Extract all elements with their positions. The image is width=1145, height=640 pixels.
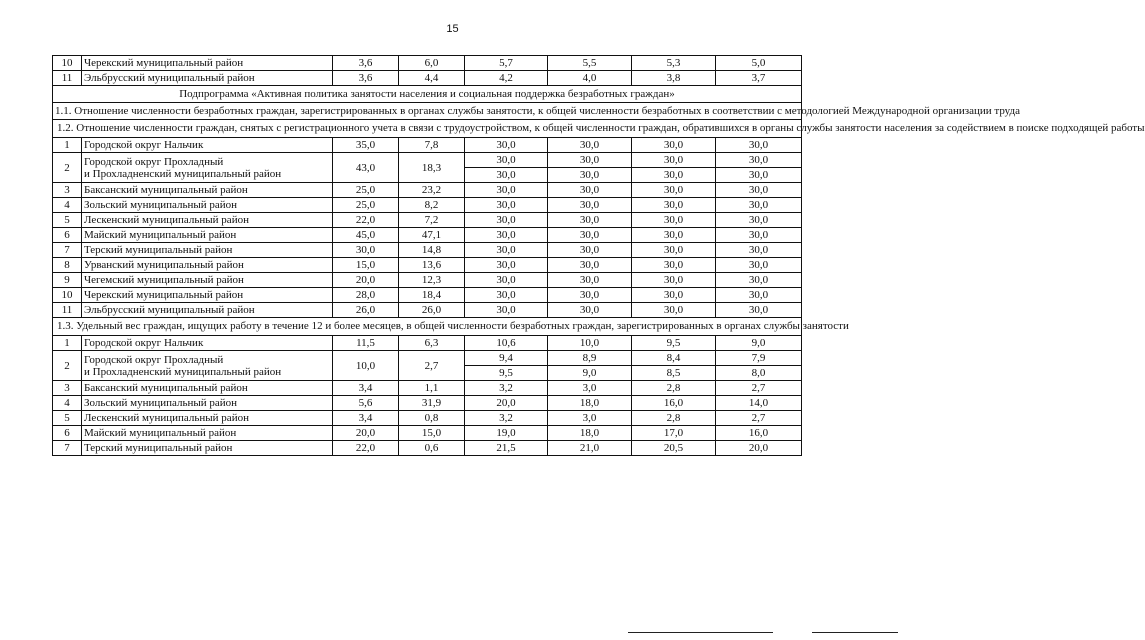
municipality-name: Черекский муниципальный район bbox=[82, 288, 333, 303]
value-cell: 21,5 bbox=[465, 441, 548, 456]
value-cell: 30,0 bbox=[548, 288, 632, 303]
value-cell: 8,4 bbox=[632, 351, 716, 366]
value-cell: 3,7 bbox=[716, 71, 802, 86]
row-number: 6 bbox=[53, 228, 82, 243]
value-cell: 30,0 bbox=[548, 138, 632, 153]
value-cell: 20,0 bbox=[716, 441, 802, 456]
row-number: 2 bbox=[53, 351, 82, 381]
municipality-name: Чегемский муниципальный район bbox=[82, 273, 333, 288]
value-cell: 12,3 bbox=[399, 273, 465, 288]
row-number: 11 bbox=[53, 71, 82, 86]
value-cell: 30,0 bbox=[716, 183, 802, 198]
value-cell: 30,0 bbox=[632, 138, 716, 153]
value-cell: 28,0 bbox=[333, 288, 399, 303]
value-cell: 3,2 bbox=[465, 381, 548, 396]
value-cell: 30,0 bbox=[548, 168, 632, 183]
row-number: 3 bbox=[53, 381, 82, 396]
value-cell: 20,0 bbox=[333, 273, 399, 288]
value-cell: 30,0 bbox=[465, 243, 548, 258]
value-cell: 31,9 bbox=[399, 396, 465, 411]
municipality-name: Черекский муниципальный район bbox=[82, 56, 333, 71]
value-cell: 30,0 bbox=[716, 213, 802, 228]
value-cell: 11,5 bbox=[333, 336, 399, 351]
table-row bbox=[53, 228, 802, 243]
value-cell: 9,4 bbox=[465, 351, 548, 366]
value-cell: 30,0 bbox=[716, 273, 802, 288]
table-row bbox=[53, 71, 802, 86]
value-cell: 4,0 bbox=[548, 71, 632, 86]
municipality-name bbox=[82, 153, 333, 183]
value-cell: 20,5 bbox=[632, 441, 716, 456]
value-cell: 30,0 bbox=[465, 153, 548, 168]
municipality-name: Эльбрусский муниципальный район bbox=[82, 303, 333, 318]
section-heading: 1.2. Отношение численности граждан, снятых с регистрационного учета в связи с трудоустройством, к общей численности граждан, обратившихся в органы службы занятости населения за содействием в поиске подходящей работы bbox=[53, 120, 802, 138]
municipality-name: Баксанский муниципальный район bbox=[82, 183, 333, 198]
value-cell: 21,0 bbox=[548, 441, 632, 456]
value-cell: 3,6 bbox=[333, 56, 399, 71]
value-cell: 30,0 bbox=[465, 288, 548, 303]
table-row bbox=[53, 56, 802, 71]
value-cell: 30,0 bbox=[632, 243, 716, 258]
value-cell: 5,6 bbox=[333, 396, 399, 411]
value-cell: 1,1 bbox=[399, 381, 465, 396]
table-row bbox=[53, 396, 802, 411]
value-cell: 30,0 bbox=[716, 138, 802, 153]
value-cell: 23,2 bbox=[399, 183, 465, 198]
value-cell: 15,0 bbox=[399, 426, 465, 441]
value-cell: 30,0 bbox=[465, 303, 548, 318]
value-cell: 5,5 bbox=[548, 56, 632, 71]
value-cell: 30,0 bbox=[632, 288, 716, 303]
value-cell: 30,0 bbox=[465, 213, 548, 228]
municipality-name: Терский муниципальный район bbox=[82, 243, 333, 258]
value-cell: 30,0 bbox=[548, 303, 632, 318]
municipality-name: Лескенский муниципальный район bbox=[82, 411, 333, 426]
footer-line-right bbox=[812, 632, 898, 633]
value-cell: 30,0 bbox=[716, 288, 802, 303]
municipality-name: Майский муниципальный район bbox=[82, 228, 333, 243]
value-cell: 6,0 bbox=[399, 56, 465, 71]
row-number: 7 bbox=[53, 441, 82, 456]
municipality-name: Баксанский муниципальный район bbox=[82, 381, 333, 396]
table-row bbox=[53, 153, 802, 168]
value-cell: 14,8 bbox=[399, 243, 465, 258]
value-cell: 18,0 bbox=[548, 426, 632, 441]
table-row bbox=[53, 213, 802, 228]
value-cell: 30,0 bbox=[632, 198, 716, 213]
value-cell: 26,0 bbox=[333, 303, 399, 318]
value-cell: 30,0 bbox=[465, 198, 548, 213]
value-cell: 30,0 bbox=[632, 258, 716, 273]
section-heading: 1.3. Удельный вес граждан, ищущих работу в течение 12 и более месяцев, в общей численности безработных граждан, зарегистрированных в органах службы занятости bbox=[53, 318, 802, 336]
municipality-name: Майский муниципальный район bbox=[82, 426, 333, 441]
municipality-name-line: и Прохладненский муниципальный район bbox=[84, 167, 282, 180]
value-cell: 3,6 bbox=[333, 71, 399, 86]
value-cell: 10,0 bbox=[548, 336, 632, 351]
value-cell: 30,0 bbox=[465, 228, 548, 243]
value-cell: 30,0 bbox=[632, 153, 716, 168]
row-number: 8 bbox=[53, 258, 82, 273]
value-cell: 47,1 bbox=[399, 228, 465, 243]
value-cell: 30,0 bbox=[716, 303, 802, 318]
value-cell: 16,0 bbox=[632, 396, 716, 411]
table-row bbox=[53, 243, 802, 258]
value-cell: 10,6 bbox=[465, 336, 548, 351]
value-cell: 30,0 bbox=[548, 153, 632, 168]
table-row bbox=[53, 351, 802, 366]
value-cell: 35,0 bbox=[333, 138, 399, 153]
value-cell: 30,0 bbox=[333, 243, 399, 258]
value-cell: 0,6 bbox=[399, 441, 465, 456]
section-row bbox=[53, 318, 802, 336]
value-cell: 18,4 bbox=[399, 288, 465, 303]
value-cell: 3,0 bbox=[548, 381, 632, 396]
section-row bbox=[53, 103, 802, 120]
value-cell: 30,0 bbox=[465, 273, 548, 288]
row-number: 2 bbox=[53, 153, 82, 183]
value-cell: 30,0 bbox=[632, 228, 716, 243]
value-cell: 17,0 bbox=[632, 426, 716, 441]
section-heading: 1.1. Отношение численности безработных граждан, зарегистрированных в органах службы занятости, к общей численности безработных в соответствии с методологией Международной организации труда bbox=[53, 103, 802, 120]
value-cell: 7,9 bbox=[716, 351, 802, 366]
value-cell: 9,0 bbox=[548, 366, 632, 381]
value-cell: 20,0 bbox=[333, 426, 399, 441]
row-number: 1 bbox=[53, 336, 82, 351]
value-cell: 7,2 bbox=[399, 213, 465, 228]
value-cell: 30,0 bbox=[548, 273, 632, 288]
municipality-name-line: и Прохладненский муниципальный район bbox=[84, 365, 282, 378]
value-cell: 3,0 bbox=[548, 411, 632, 426]
table-row bbox=[53, 273, 802, 288]
value-cell: 30,0 bbox=[716, 198, 802, 213]
row-number: 3 bbox=[53, 183, 82, 198]
municipality-name: Эльбрусский муниципальный район bbox=[82, 71, 333, 86]
value-cell: 13,6 bbox=[399, 258, 465, 273]
row-number: 6 bbox=[53, 426, 82, 441]
value-cell: 5,7 bbox=[465, 56, 548, 71]
section-row bbox=[53, 86, 802, 103]
value-cell: 2,8 bbox=[632, 411, 716, 426]
row-number: 4 bbox=[53, 198, 82, 213]
value-cell: 9,5 bbox=[632, 336, 716, 351]
value-cell: 2,7 bbox=[716, 381, 802, 396]
value-cell: 5,0 bbox=[716, 56, 802, 71]
value-cell: 15,0 bbox=[333, 258, 399, 273]
value-cell: 26,0 bbox=[399, 303, 465, 318]
municipality-name-line: Городской округ Прохладный bbox=[84, 353, 224, 366]
value-cell: 7,8 bbox=[399, 138, 465, 153]
value-cell: 18,3 bbox=[399, 153, 465, 183]
municipality-name bbox=[82, 351, 333, 381]
value-cell: 3,2 bbox=[465, 411, 548, 426]
municipality-name: Городской округ Нальчик bbox=[82, 138, 333, 153]
value-cell: 10,0 bbox=[333, 351, 399, 381]
value-cell: 30,0 bbox=[548, 198, 632, 213]
value-cell: 25,0 bbox=[333, 183, 399, 198]
value-cell: 2,7 bbox=[399, 351, 465, 381]
value-cell: 2,7 bbox=[716, 411, 802, 426]
table-row bbox=[53, 183, 802, 198]
row-number: 4 bbox=[53, 396, 82, 411]
municipality-name: Лескенский муниципальный район bbox=[82, 213, 333, 228]
section-row bbox=[53, 120, 802, 138]
value-cell: 43,0 bbox=[333, 153, 399, 183]
row-number: 11 bbox=[53, 303, 82, 318]
table-row bbox=[53, 288, 802, 303]
value-cell: 30,0 bbox=[716, 168, 802, 183]
value-cell: 30,0 bbox=[716, 243, 802, 258]
row-number: 10 bbox=[53, 288, 82, 303]
value-cell: 30,0 bbox=[632, 183, 716, 198]
value-cell: 8,2 bbox=[399, 198, 465, 213]
value-cell: 19,0 bbox=[465, 426, 548, 441]
municipality-name: Терский муниципальный район bbox=[82, 441, 333, 456]
value-cell: 14,0 bbox=[716, 396, 802, 411]
value-cell: 30,0 bbox=[632, 213, 716, 228]
value-cell: 30,0 bbox=[548, 258, 632, 273]
value-cell: 5,3 bbox=[632, 56, 716, 71]
value-cell: 30,0 bbox=[632, 303, 716, 318]
value-cell: 8,9 bbox=[548, 351, 632, 366]
value-cell: 16,0 bbox=[716, 426, 802, 441]
table-row bbox=[53, 138, 802, 153]
row-number: 1 bbox=[53, 138, 82, 153]
value-cell: 30,0 bbox=[716, 153, 802, 168]
value-cell: 3,4 bbox=[333, 411, 399, 426]
table-row bbox=[53, 303, 802, 318]
value-cell: 30,0 bbox=[548, 213, 632, 228]
value-cell: 30,0 bbox=[465, 138, 548, 153]
table-row bbox=[53, 411, 802, 426]
municipality-name: Зольский муниципальный район bbox=[82, 396, 333, 411]
value-cell: 8,5 bbox=[632, 366, 716, 381]
table-row bbox=[53, 426, 802, 441]
value-cell: 45,0 bbox=[333, 228, 399, 243]
value-cell: 30,0 bbox=[465, 183, 548, 198]
municipality-name-line: Городской округ Прохладный bbox=[84, 155, 224, 168]
footer-line-left bbox=[628, 632, 773, 633]
municipality-name: Урванский муниципальный район bbox=[82, 258, 333, 273]
municipality-name: Городской округ Нальчик bbox=[82, 336, 333, 351]
value-cell: 30,0 bbox=[716, 228, 802, 243]
value-cell: 30,0 bbox=[632, 273, 716, 288]
indicators-table bbox=[52, 55, 1145, 456]
row-number: 9 bbox=[53, 273, 82, 288]
value-cell: 9,5 bbox=[465, 366, 548, 381]
value-cell: 3,4 bbox=[333, 381, 399, 396]
value-cell: 4,4 bbox=[399, 71, 465, 86]
table-row bbox=[53, 441, 802, 456]
row-number: 7 bbox=[53, 243, 82, 258]
value-cell: 22,0 bbox=[333, 213, 399, 228]
value-cell: 30,0 bbox=[548, 183, 632, 198]
value-cell: 2,8 bbox=[632, 381, 716, 396]
value-cell: 6,3 bbox=[399, 336, 465, 351]
value-cell: 30,0 bbox=[465, 258, 548, 273]
value-cell: 0,8 bbox=[399, 411, 465, 426]
row-number: 10 bbox=[53, 56, 82, 71]
value-cell: 22,0 bbox=[333, 441, 399, 456]
value-cell: 3,8 bbox=[632, 71, 716, 86]
table-row bbox=[53, 381, 802, 396]
value-cell: 4,2 bbox=[465, 71, 548, 86]
municipality-name: Зольский муниципальный район bbox=[82, 198, 333, 213]
value-cell: 30,0 bbox=[465, 168, 548, 183]
table-row bbox=[53, 258, 802, 273]
table-row bbox=[53, 198, 802, 213]
row-number: 5 bbox=[53, 411, 82, 426]
value-cell: 20,0 bbox=[465, 396, 548, 411]
value-cell: 8,0 bbox=[716, 366, 802, 381]
page-number: 15 bbox=[446, 23, 459, 35]
value-cell: 25,0 bbox=[333, 198, 399, 213]
section-heading: Подпрограмма «Активная политика занятости населения и социальная поддержка безработных граждан» bbox=[53, 86, 802, 103]
value-cell: 30,0 bbox=[716, 258, 802, 273]
row-number: 5 bbox=[53, 213, 82, 228]
value-cell: 30,0 bbox=[548, 243, 632, 258]
value-cell: 30,0 bbox=[632, 168, 716, 183]
value-cell: 30,0 bbox=[548, 228, 632, 243]
table-row bbox=[53, 336, 802, 351]
value-cell: 9,0 bbox=[716, 336, 802, 351]
value-cell: 18,0 bbox=[548, 396, 632, 411]
